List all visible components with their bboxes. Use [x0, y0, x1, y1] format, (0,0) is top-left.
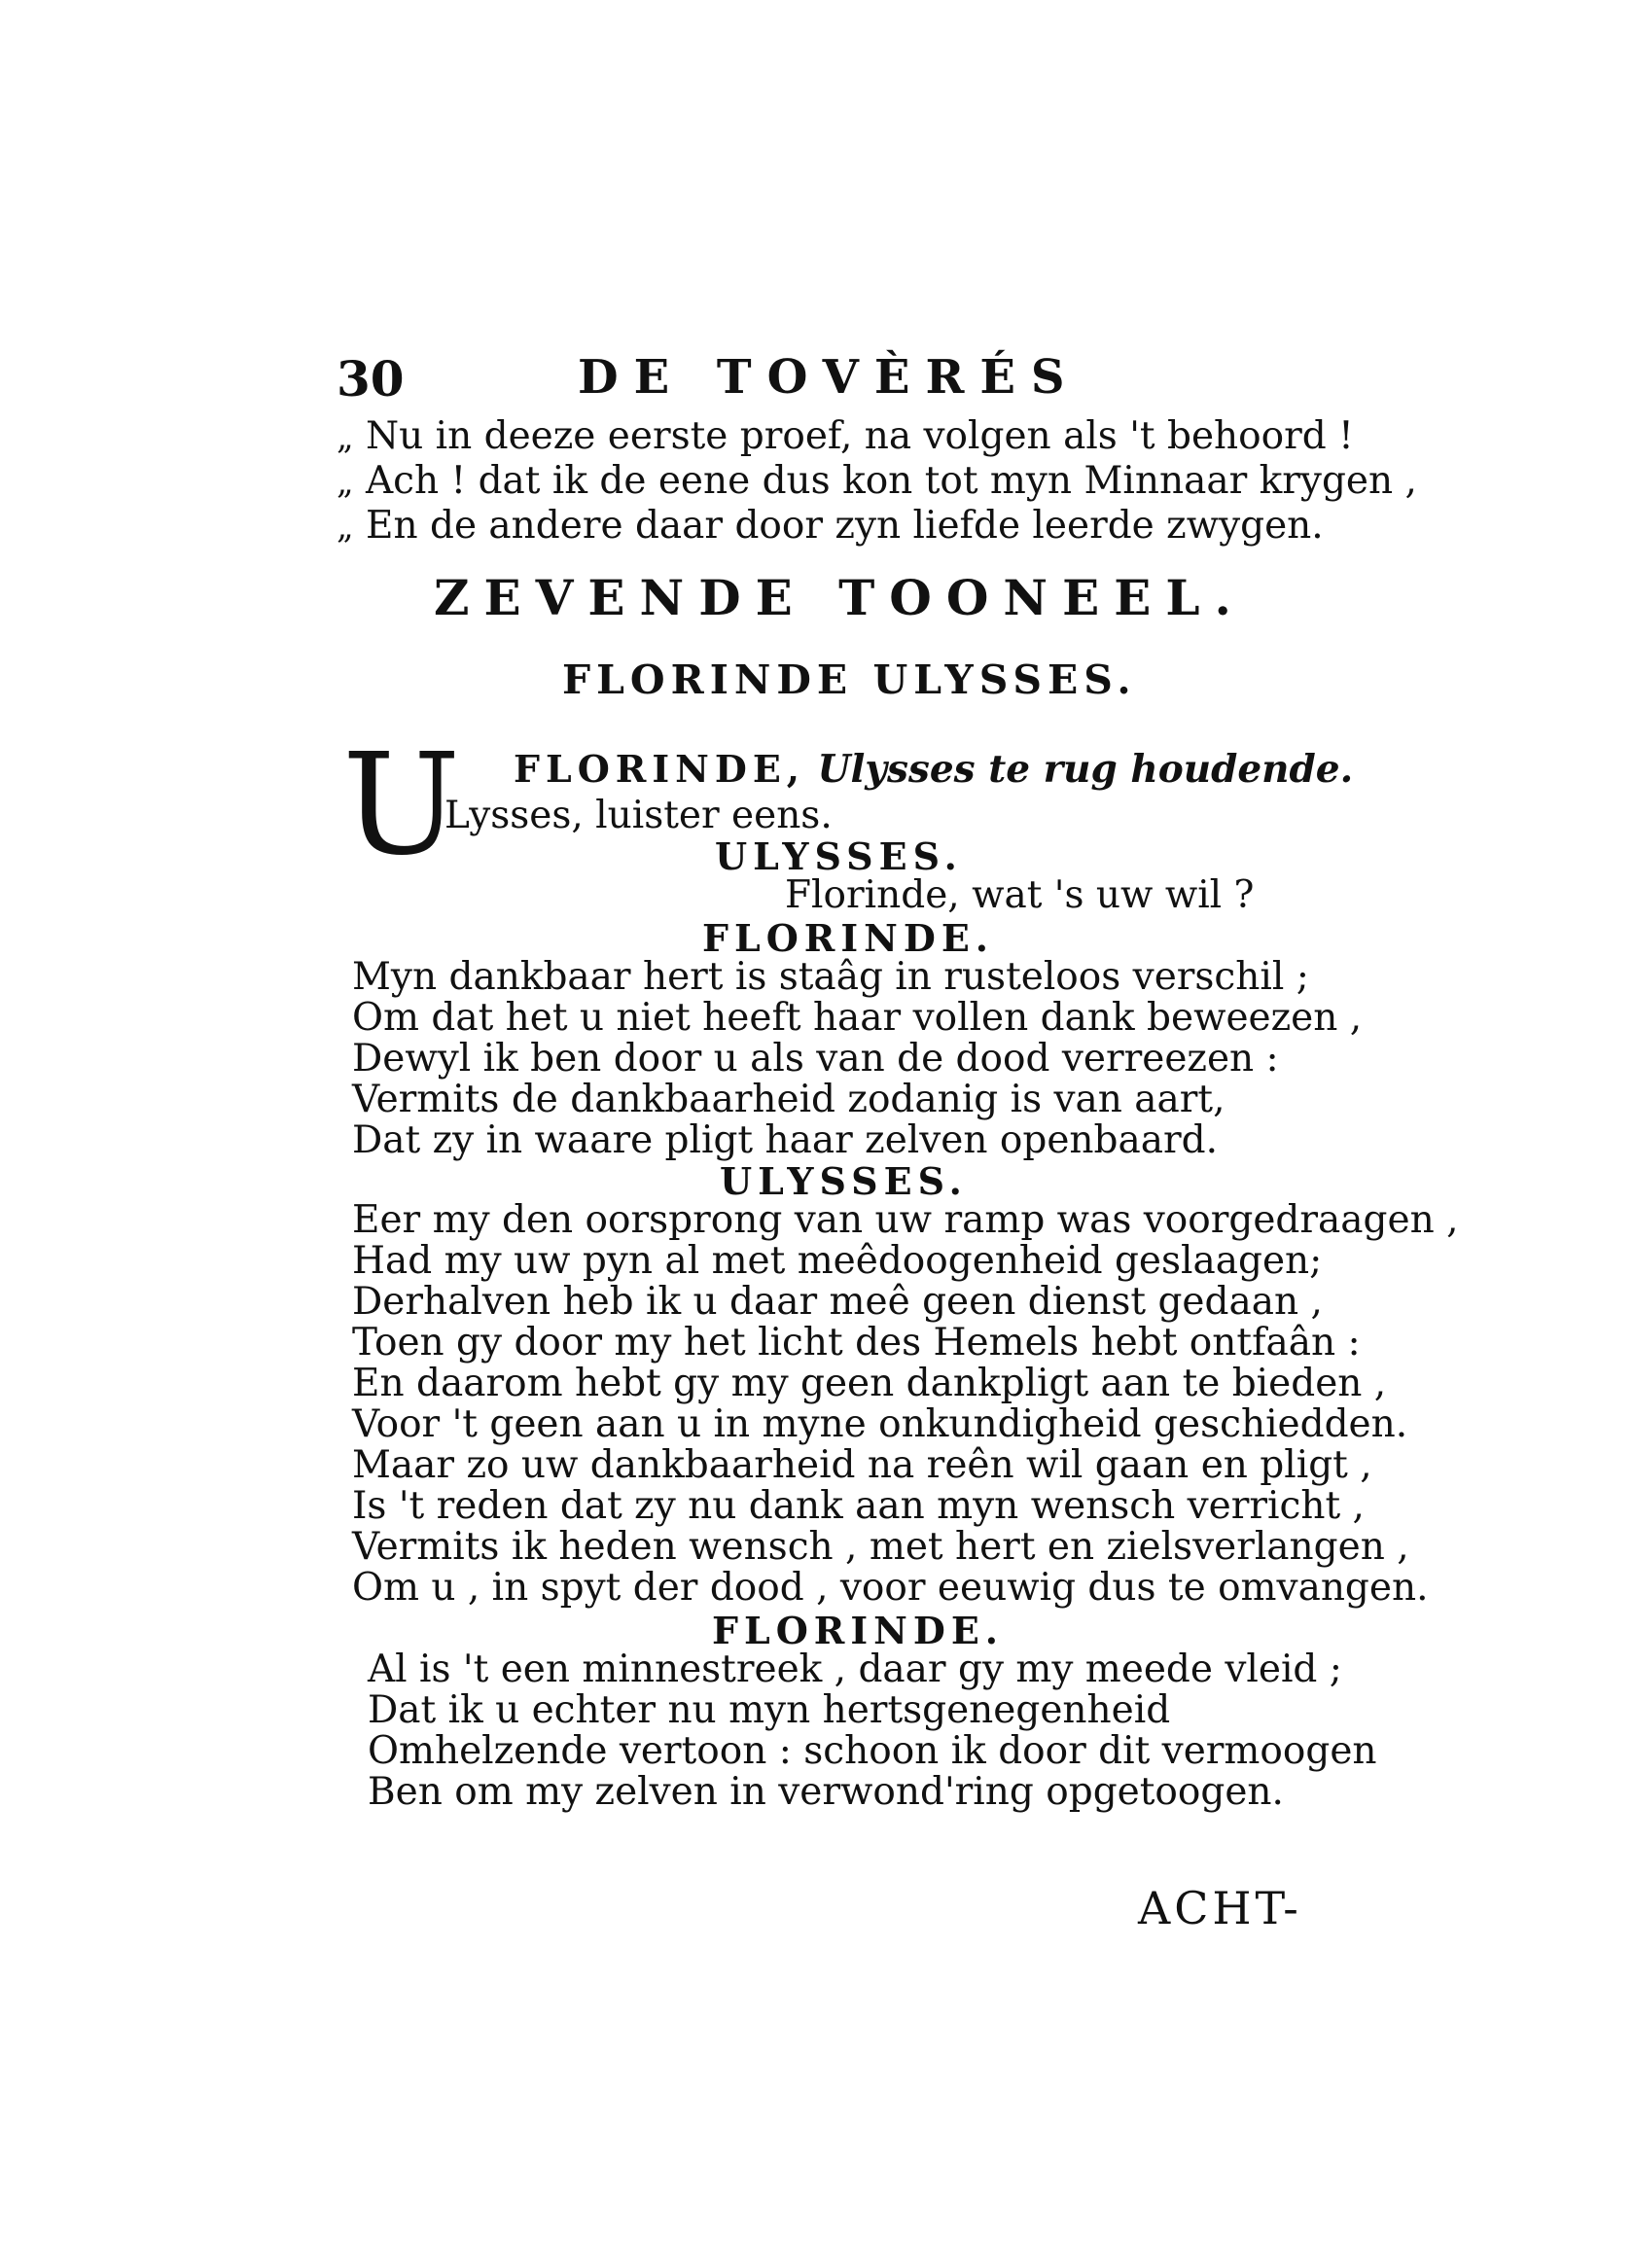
cast-list: FLORINDE ULYSSES.: [562, 656, 1137, 703]
speaker-name: ULYSSES.: [715, 834, 963, 878]
speaker-name: FLORINDE.: [702, 916, 995, 960]
stage-direction: Ulysses te rug houdende.: [817, 747, 1354, 792]
opening-line-text: Nu in deeze eerste proef, na volgen als 't behoord !: [366, 414, 1354, 458]
opening-line: [337, 416, 1354, 458]
verse-line: Lysses, luister eens.: [444, 794, 833, 837]
verse-line: Had my uw pyn al met meêdoogenheid geslaagen;: [352, 1239, 1323, 1283]
verse-line: Dat zy in waare pligt haar zelven openbaard.: [352, 1118, 1219, 1162]
opening-line-text: En de andere daar door zyn liefde leerde zwygen.: [366, 504, 1324, 548]
verse-line: Maar zo uw dankbaarheid na reên wil gaan en pligt ,: [352, 1443, 1372, 1487]
verse-line: Voor 't geen aan u in myne onkundigheid geschiedden.: [352, 1402, 1408, 1446]
quote-mark: „: [337, 463, 354, 502]
running-title: DE TOVÈRÉS: [578, 350, 1081, 405]
speaker-heading: [514, 749, 1353, 791]
verse-line: Al is 't een minnestreek , daar gy my meede vleid ;: [368, 1648, 1342, 1691]
verse-line: Om u , in spyt der dood , voor eeuwig dus te omvangen.: [352, 1566, 1429, 1610]
verse-line: Vermits de dankbaarheid zodanig is van aart,: [352, 1078, 1226, 1121]
opening-line: [337, 506, 1324, 548]
verse-line: Ben om my zelven in verwond'ring opgetoogen.: [368, 1770, 1284, 1814]
scene-title: ZEVENDE TOONEEL.: [434, 569, 1246, 626]
verse-line: Dewyl ik ben door u als van de dood verreezen :: [352, 1037, 1279, 1081]
quote-mark: „: [337, 418, 354, 457]
verse-line: En daarom hebt gy my geen dankpligt aan te bieden ,: [352, 1362, 1387, 1405]
opening-line: [337, 461, 1417, 503]
quote-mark: „: [337, 508, 354, 547]
speaker-name: FLORINDE.: [712, 1609, 1005, 1652]
page-number: 30: [337, 350, 405, 408]
verse-line: Derhalven heb ik u daar meê geen dienst gedaan ,: [352, 1280, 1323, 1324]
verse-line: Eer my den oorsprong van uw ramp was voorgedraagen ,: [352, 1198, 1459, 1242]
drop-cap: U: [342, 723, 461, 886]
catchword: ACHT-: [1138, 1882, 1302, 1934]
verse-line: Florinde, wat 's uw wil ?: [785, 873, 1255, 917]
verse-line: Myn dankbaar hert is staâg in rusteloos verschil ;: [352, 955, 1309, 999]
verse-line: Toen gy door my het licht des Hemels hebt ontfaân :: [352, 1321, 1361, 1364]
verse-line: Is 't reden dat zy nu dank aan myn wensch verricht ,: [352, 1484, 1365, 1528]
opening-line-text: Ach ! dat ik de eene dus kon tot myn Minnaar krygen ,: [366, 459, 1417, 503]
verse-line: Dat ik u echter nu myn hertsgenegenheid: [368, 1688, 1171, 1732]
verse-line: Om dat het u niet heeft haar vollen dank beweezen ,: [352, 996, 1363, 1040]
speaker-name: ULYSSES.: [720, 1159, 968, 1203]
speaker-name: FLORINDE,: [514, 747, 806, 791]
verse-line: Vermits ik heden wensch , met hert en zielsverlangen ,: [352, 1525, 1409, 1569]
verse-line: Omhelzende vertoon : schoon ik door dit vermoogen: [368, 1729, 1377, 1773]
